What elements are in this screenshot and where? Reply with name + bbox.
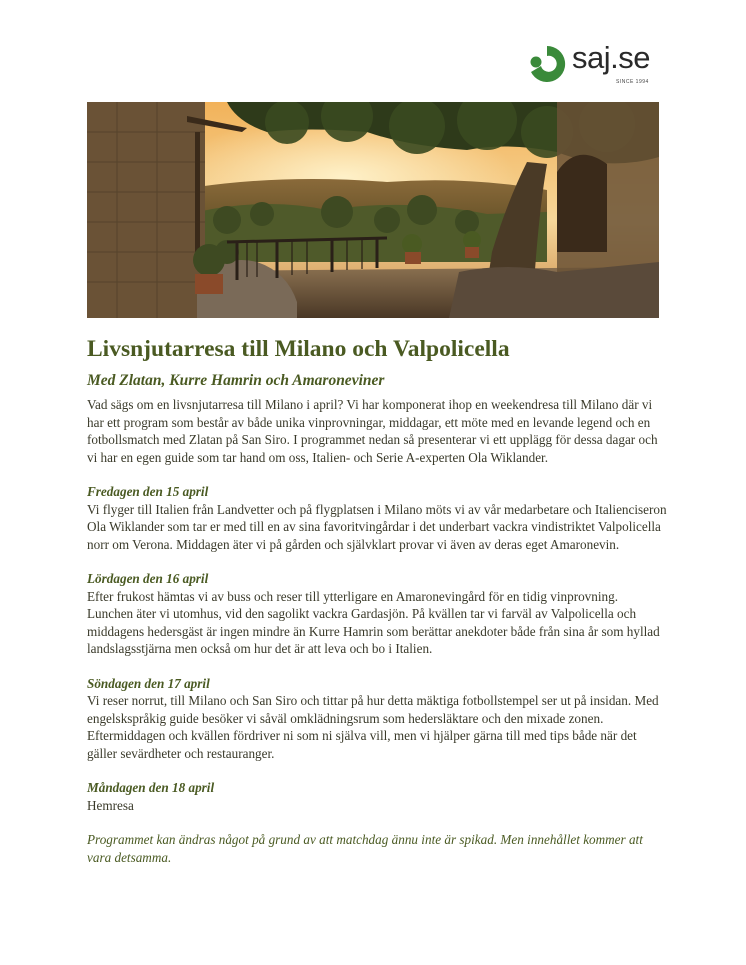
day-section-monday [87,779,667,814]
day-text: Vi reser norrut, till Milano och San Siro och tittar på hur detta mäktiga fotbollstempel ser ut på insidan. Med engelskspråkig guide besöker vi såväl omklädningsrum som hedersläktare och den mixade zonen. Eftermiddagen och kvällen fördriver ni som ni själva vill, men vi hjälper gärna till med tips både när det gäller sevärdheter och restauranger. [87,693,659,761]
logo-wordmark: saj.se [572,40,650,75]
article-body [87,396,667,866]
day-heading: Söndagen den 17 april [87,675,210,691]
day-heading: Fredagen den 15 april [87,484,209,499]
day-section-friday [87,483,667,553]
saj-logo-mark-icon [527,44,567,84]
logo-since: SINCE 1994 [616,79,649,85]
intro-paragraph: Vad sägs om en livsnjutarresa till Milano i april? Vi har komponerat ihop en weekendresa till Milano där vi har ett program som består av både unika vinprovningar, middagar, ett möte med en levande legend och en fotbollsmatch med Zlatan på San Siro. I programmet nedan så presenterar vi ett upplägg för dessa dagar och vi har en egen guide som tar hand om oss, Italien- och Serie A-experten Ola Wiklander. [87,397,658,465]
day-heading: Måndagen den 18 april [87,780,215,795]
footnote: Programmet kan ändras något på grund av att matchdag ännu inte är spikad. Men innehållet kommer att vara detsamma. [87,832,643,865]
day-section-saturday [87,570,667,658]
day-text: Efter frukost hämtas vi av buss och reser till ytterligare en Amaronevingård för en tidig vinprovning. Lunchen äter vi utomhus, vid den sagolikt vackra Gardasjön. På kvällen tar vi farväl av Valpolicella och middagens hedersgäst är ingen mindre än Kurre Hamrin som berättar anekdoter både från sina år som hyllad landslagsstjärna men också om hur det är att leva och bo i Italien. [87,588,660,656]
hero-photo [87,102,659,318]
day-text: Vi flyger till Italien från Landvetter och på flygplatsen i Milano möts vi av vår medarbetare och Italienciseron Ola Wiklander som tar er med till en av sina favoritvingårdar i det underbart vackra vindistriktet Valpolicella norr om Verona. Middagen äter vi på gården och självklart provar vi även av deras eget Amaronevin. [87,501,667,552]
article-subtitle: Med Zlatan, Kurre Hamrin och Amaroneviner [87,372,385,389]
landscape-photo-icon [87,102,659,318]
day-section-sunday [87,675,667,763]
saj-logo[interactable] [527,42,659,90]
article-title: Livsnjutarresa till Milano och Valpolicella [87,336,510,362]
day-text: Hemresa [87,797,134,813]
day-heading: Lördagen den 16 april [87,571,209,586]
